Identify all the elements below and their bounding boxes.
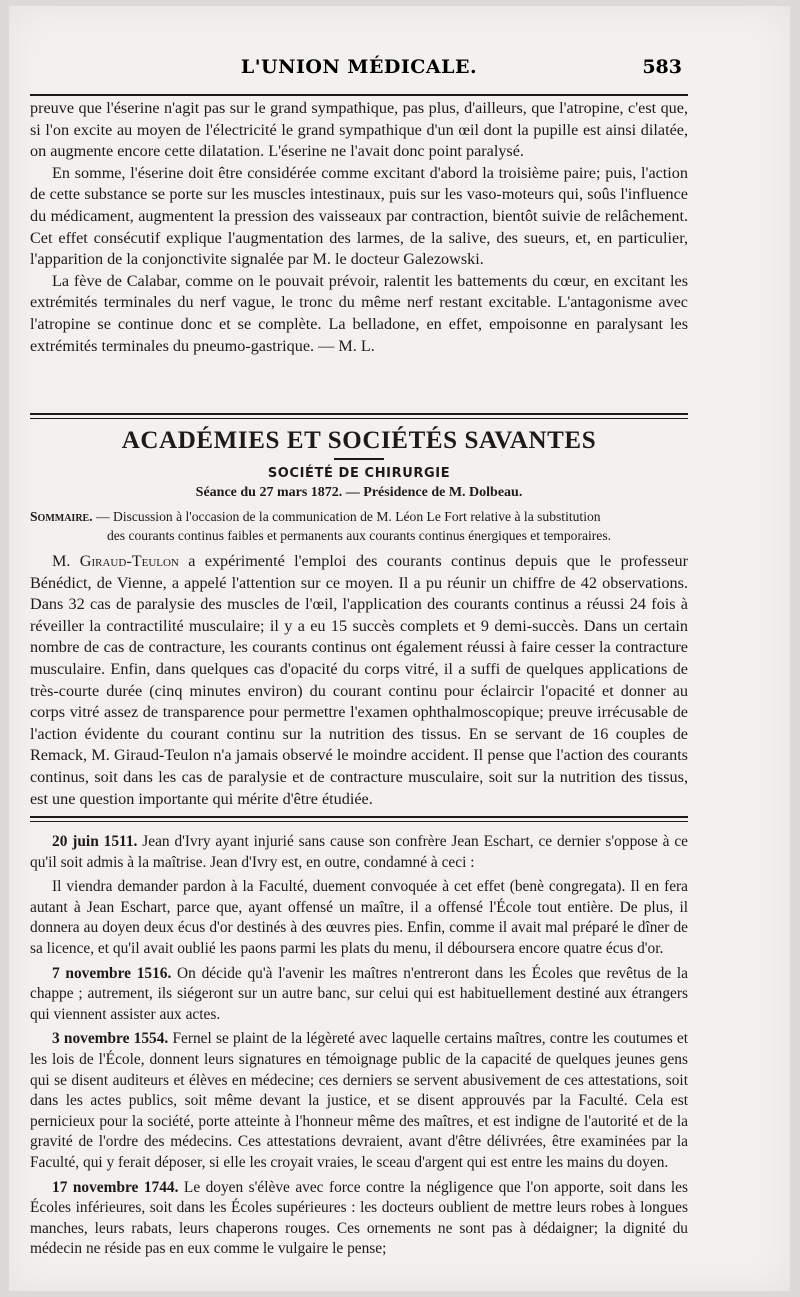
article-continuation <box>30 98 688 357</box>
section-rule <box>30 816 688 818</box>
header-rule <box>30 94 688 96</box>
entry-text: Jean d'Ivry ayant injurié sans cause son confrère Jean Eschart, ce dernier s'oppose à ce qu'il soit admis à la maîtrise. Jean d'Ivry est, en outre, condamné à ceci : <box>30 833 688 871</box>
page-number: 583 <box>642 56 682 78</box>
paragraph: La fève de Calabar, comme on le pouvait prévoir, ralentit les battements du cœur, en excitant les extrémités terminales du nerf vague, le tronc du même nerf restant excitable. L'antagonisme avec l'atropine se continue donc et se complète. La belladone, en effet, empoisonne en paralysant les extrémités terminales du pneumo-gastrique. — M. L. <box>30 271 688 355</box>
entry-text: Le doyen s'élève avec force contre la négligence que l'on apporte, soit dans les Écoles inférieures, soit dans les Écoles supérieures : les docteurs oublient de mettre leurs robes à longues manches, leurs rabats, leurs chaperons rouges. Ces ornements ne sont pas à dédaigner; la dignité du médecin ne réside pas en eux comme le vulgaire le pense; <box>30 1178 688 1258</box>
entry-text: Il viendra demander pardon à la Faculté, duement convoquée à cet effet (benè congregata). Il en fera autant à Jean Eschart, parce que, ayant offensé un maître, il a offensé l'École tout entière. De plus, il donnera au doyen deux écus d'or destinés à des œuvres pies. Enfin, comme il avait mal préparé le dîner de sa licence, et qu'il avait oublié les paons parmi les plats du menu, il déboursera encore quatre écus d'or. <box>30 878 688 957</box>
chronicle <box>30 832 688 1260</box>
entry-date: 20 juin 1511. <box>52 833 138 850</box>
chronicle-entry <box>30 877 688 959</box>
communication-text: a expérimenté l'emploi des courants continus depuis que le professeur Bénédict, de Vienne, a appelé l'attention sur ce moyen. Il a pu réunir un chiffre de 42 observations. Dans 32 cas de paralysie des muscles de l'œil, l'application des courants continus a réussi 24 fois à réveiller la contractilité musculaire; il y a eu 15 succès complets et 9 demi-succès. Dans un certain nombre de cas de contracture, les courants continus ont également réussi à faire cesser la contracture musculaire. Enfin, dans quelques cas d'opacité du corps vitré, il a suffi de quelques applications de très-courte durée (cinq minutes environ) du courant continu pour éclaircir l'opacité et donner au corps vitré assez de transparence pour permettre l'examen ophthalmoscopique; preuve irrécusable de l'action évidente du courant continu sur la nutrition des tissus. En se servant de 16 couples de Remack, M. Giraud-Teulon n'a jamais observé le moindre accident. Il pense que l'action des courants continus, soit dans les cas de paralysie et de contracture musculaire, soit sur la nutrition des tissus, est une question importante qui mérite d'être étudiée. <box>30 552 688 808</box>
section-heading: ACADÉMIES ET SOCIÉTÉS SAVANTES <box>121 427 597 454</box>
session-line: Séance du 27 mars 1872. — Présidence de M. Dolbeau. <box>195 485 523 500</box>
speaker-name: M. Giraud-Teulon <box>52 552 179 570</box>
chronicle-entry <box>30 964 688 1026</box>
summary-text: — Discussion à l'occasion de la communication de M. Léon Le Fort relative à la substitution <box>92 509 601 524</box>
paragraph: En somme, l'éserine doit être considérée comme excitant d'abord la troisième paire; puis, l'action de cette substance se porte sur les muscles intestinaux, puis sur les vaso-moteurs qui, soûs l'influence du médicament, augmentent la pression des vaisseaux par contraction, bientôt suivie de relâchement. Cet effet consécutif explique l'augmentation des larmes, de la salive, des sueurs, et, en particulier, l'apparition de la conjonctivite signalée par M. le docteur Galezowski. <box>30 163 688 269</box>
paragraph: preuve que l'éserine n'agit pas sur le grand sympathique, pas plus, d'ailleurs, que l'atropine, c'est que, si l'on excite au moyen de l'électricité le grand sympathique d'un œil dont la pupille est ainsi dilatée, on augmente encore cette dilatation. L'éserine ne l'avait donc point paralysé. <box>30 99 688 161</box>
entry-text: Fernel se plaint de la légèreté avec laquelle certains maîtres, contre les coutumes et les lois de l'École, donnent leurs signatures en témoignage public de la capacité de quelques jeunes gens qui se disent auditeurs et élèves en médecine; ces derniers se servent abusivement de ces attestations, soit dans les actes publics, soit même devant la justice, et se disent approuvés par la Faculté. Cela est pernicieux pour la société, porte atteinte à l'honneur même des maîtres, et est indigne de l'autorité et de la gravité de l'ordre des médecins. Ces attestations devraient, avant d'être délivrées, être examinées par la Faculté, qui y ferait déposer, si elle les croyait vraies, le sceau d'argent qui est entre les mains du doyen. <box>30 1030 688 1171</box>
society-title: SOCIÉTÉ DE CHIRURGIE <box>267 466 451 481</box>
section-rule <box>30 413 688 415</box>
chronicle-entry <box>30 1178 688 1260</box>
summary-continuation: des courants continus faibles et permanents aux courants continus énergiques et temporaires. <box>106 528 612 543</box>
running-header <box>30 56 688 84</box>
heading-underline <box>334 458 384 460</box>
academies-section <box>30 427 688 810</box>
running-title: L'UNION MÉDICALE. <box>240 56 478 78</box>
summary <box>30 507 688 545</box>
chronicle-entry <box>30 1029 688 1173</box>
entry-text: On décide qu'à l'avenir les maîtres n'entreront dans les Écoles que revêtus de la chappe ; autrement, ils siégeront sur un autre banc, sur celui qui est habituellement destiné aux étrangers qui viennent assister aux actes. <box>30 964 688 1023</box>
section-rule <box>30 821 688 822</box>
communication-paragraph <box>30 551 688 810</box>
entry-date: 7 novembre 1516. <box>52 964 172 982</box>
entry-date: 3 novembre 1554. <box>52 1030 169 1048</box>
summary-label: Sommaire. <box>30 509 93 524</box>
entry-date: 17 novembre 1744. <box>52 1178 179 1196</box>
chronicle-entry <box>30 832 688 873</box>
section-rule <box>30 418 688 419</box>
